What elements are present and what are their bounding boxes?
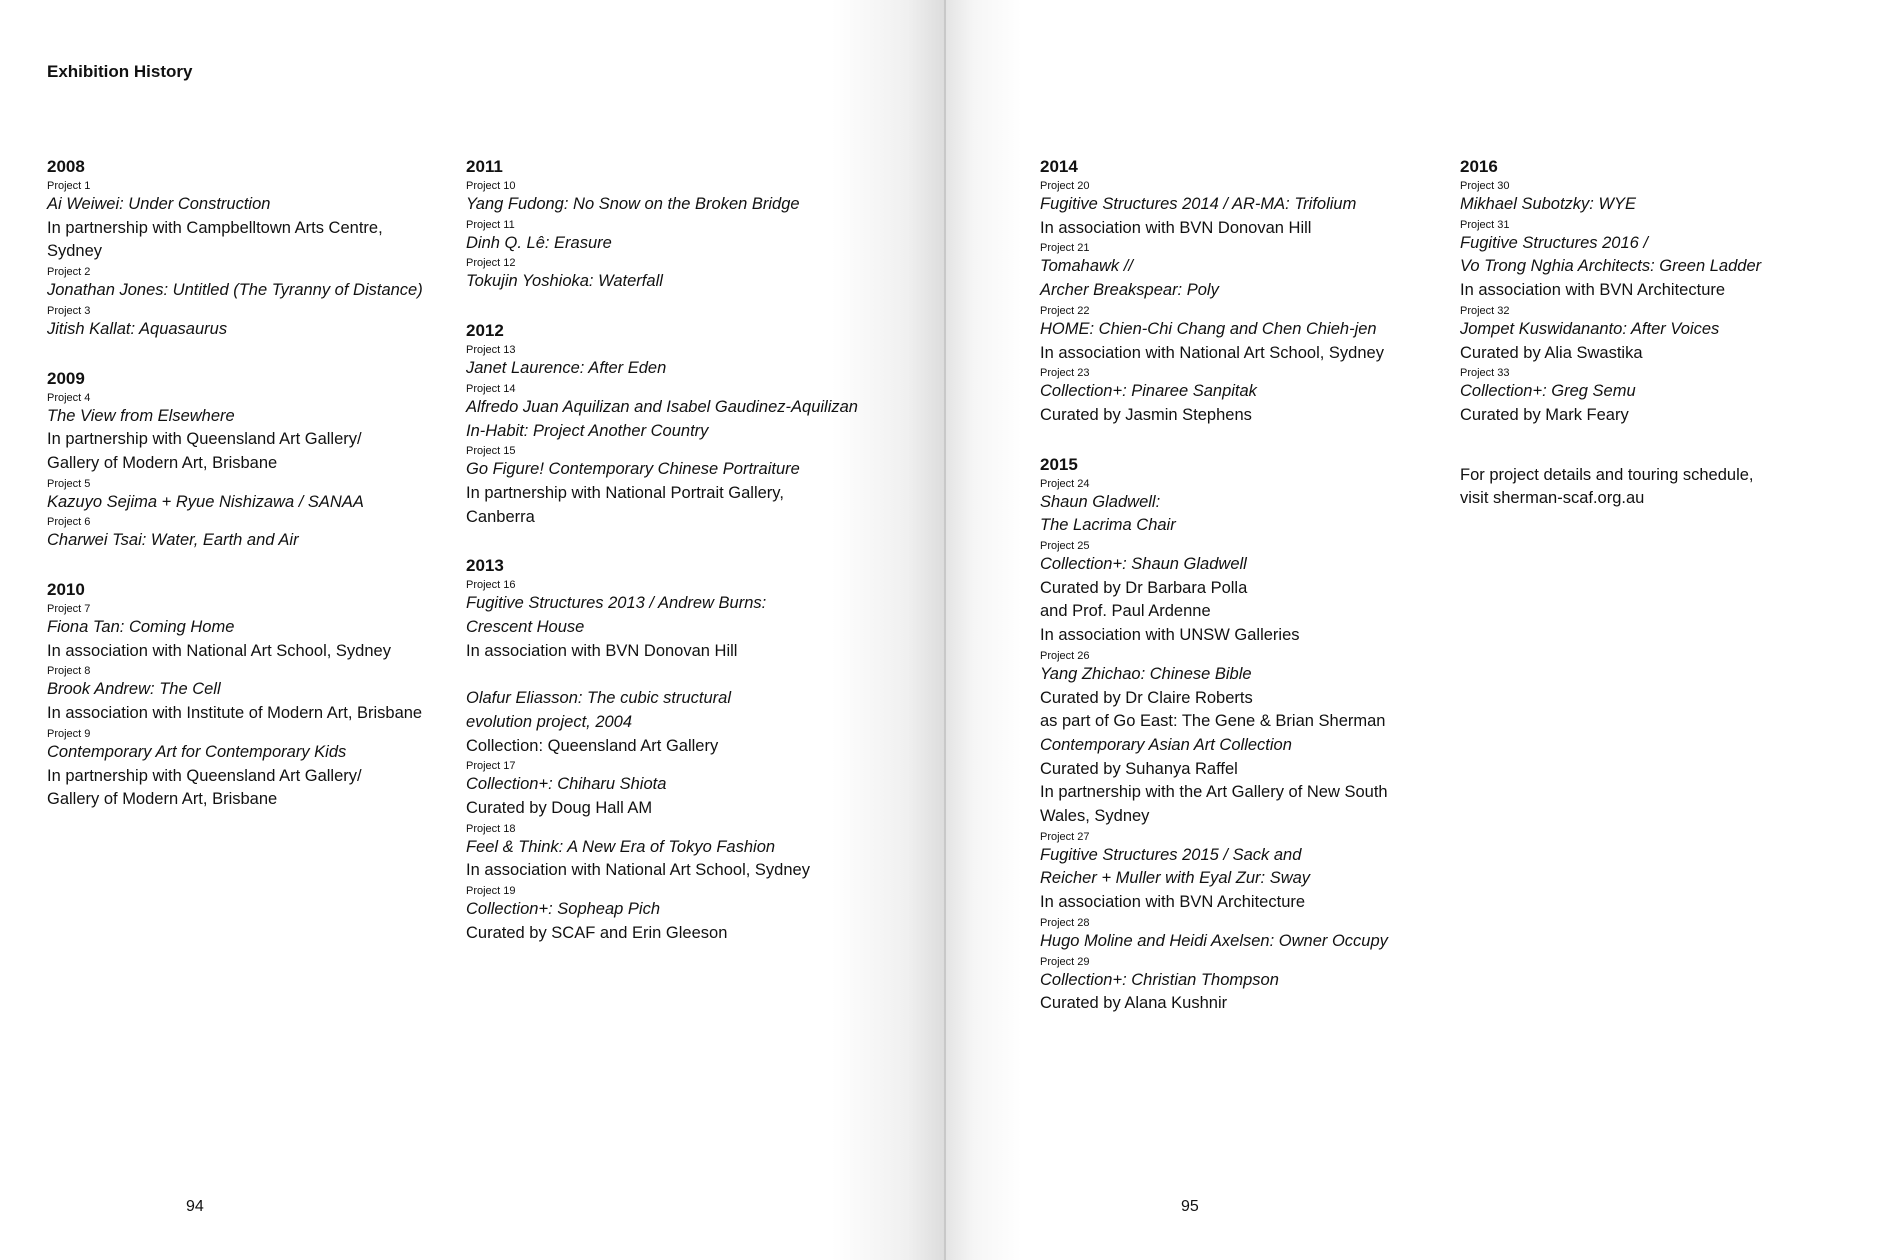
exhibition-detail: In association with BVN Architecture [1460,281,1726,300]
exhibition-title: Hugo Moline and Heidi Axelsen: Owner Occupy [1040,931,1388,950]
project-number: Project 30 [1460,180,1510,192]
exhibition-entry [466,760,866,820]
year-section [466,320,866,529]
exhibition-title: Collection+: Shaun Gladwell [1040,555,1247,574]
exhibition-entry [1460,305,1860,365]
exhibition-title: Reicher + Muller with Eyal Zur: Sway [1040,869,1311,888]
exhibition-detail: as part of Go East: The Gene & Brian Sherman [1040,712,1386,731]
exhibition-entry [47,266,447,303]
exhibition-entry [466,663,866,758]
year-section [47,579,447,812]
exhibition-entry [1040,650,1440,829]
year-section [47,156,447,342]
exhibition-entry [1040,478,1440,538]
exhibition-entry [47,603,447,663]
exhibition-entry [466,344,866,381]
year-section [466,555,866,945]
exhibition-entry [47,180,447,264]
project-number: Project 21 [1040,242,1090,255]
exhibition-title: Tokujin Yoshioka: Waterfall [466,272,663,291]
exhibition-detail: In partnership with Queensland Art Gallery/ [47,430,362,449]
exhibition-title: Fiona Tan: Coming Home [47,618,235,637]
project-number: Project 7 [47,603,91,616]
exhibition-detail: In association with National Art School, Sydney [47,641,391,660]
exhibition-entry [1040,242,1440,302]
exhibition-detail: In association with BVN Architecture [1040,893,1306,912]
project-number: Project 6 [47,516,91,529]
exhibition-detail: In association with Institute of Modern Art, Brisbane [47,704,423,723]
exhibition-detail: Curated by Dr Claire Roberts [1040,688,1253,707]
project-number: Project 25 [1040,540,1090,553]
exhibition-detail: In association with UNSW Galleries [1040,626,1300,645]
exhibition-detail: Curated by Suhanya Raffel [1040,759,1238,778]
exhibition-title: Olafur Eliasson: The cubic structural [466,689,732,708]
exhibition-title: Fugitive Structures 2013 / Andrew Burns: [466,594,767,613]
exhibition-entry [466,445,866,529]
exhibition-title: Kazuyo Sejima + Ryue Nishizawa / SANAA [47,492,364,511]
year-heading: 2012 [466,321,504,341]
year-heading: 2015 [1040,454,1078,474]
exhibition-title: Charwei Tsai: Water, Earth and Air [47,531,299,550]
year-heading: 2016 [1460,157,1498,176]
project-number: Project 27 [1040,830,1090,843]
exhibition-detail: Wales, Sydney [1040,807,1150,826]
exhibition-title: Fugitive Structures 2016 / [1460,233,1649,252]
exhibition-title: Crescent House [466,618,585,637]
year-section [466,156,866,294]
exhibition-title: Contemporary Asian Art Collection [1040,735,1292,754]
year-section [1040,156,1440,428]
exhibition-title: Jonathan Jones: Untitled (The Tyranny of Distance) [47,281,423,300]
exhibition-title: Jitish Kallat: Aquasaurus [47,319,228,338]
page-title: Exhibition History [47,62,193,81]
exhibition-title: Collection+: Pinaree Sanpitak [1040,382,1257,401]
exhibition-title: Janet Laurence: After Eden [466,359,667,378]
year-heading: 2008 [47,157,85,176]
year-heading: 2014 [1040,157,1078,176]
project-number: Project 28 [1040,916,1090,929]
exhibition-title: Yang Zhichao: Chinese Bible [1040,664,1252,683]
project-number: Project 14 [466,382,516,395]
exhibition-title: Brook Andrew: The Cell [47,680,221,699]
exhibition-entry [1040,917,1440,954]
exhibition-entry [466,383,866,443]
entry-spacer [466,663,866,687]
exhibition-title: Ai Weiwei: Under Construction [47,195,271,213]
exhibition-title: Vo Trong Nghia Architects: Green Ladder [1460,257,1762,276]
exhibition-title: Contemporary Art for Contemporary Kids [47,742,347,761]
exhibition-title: Collection+: Christian Thompson [1040,970,1279,989]
project-number: Project 32 [1460,304,1510,317]
exhibition-entry [1040,180,1440,240]
exhibition-entry [47,392,447,476]
exhibition-title: Collection+: Greg Semu [1460,382,1636,401]
exhibition-detail: In partnership with the Art Gallery of New South [1040,783,1388,802]
project-number: Project 15 [466,445,516,458]
exhibition-detail: and Prof. Paul Ardenne [1040,602,1211,621]
project-number: Project 26 [1040,649,1090,662]
column-1 [47,156,447,838]
exhibition-entry [47,665,447,725]
exhibition-detail: In partnership with Campbelltown Arts Centre, [47,218,383,237]
page-number-left: 94 [186,1198,204,1215]
book-spine [944,0,946,1260]
exhibition-entry [1460,367,1860,427]
project-number: Project 1 [47,180,91,192]
exhibition-detail: Canberra [466,507,535,526]
year-heading: 2010 [47,580,85,600]
exhibition-title: Collection+: Sopheap Pich [466,900,661,919]
exhibition-detail: Gallery of Modern Art, Brisbane [47,790,278,809]
project-number: Project 31 [1460,218,1510,231]
project-number: Project 17 [466,760,516,773]
project-number: Project 8 [47,665,91,678]
exhibition-entry [1040,956,1440,1016]
exhibition-title: Fugitive Structures 2014 / AR-MA: Trifolium [1040,195,1357,213]
exhibition-entry [47,305,447,342]
exhibition-title: Go Figure! Contemporary Chinese Portraiture [466,460,800,479]
column-2 [466,156,866,971]
column-4 [1460,156,1860,511]
exhibition-title: Dinh Q. Lê: Erasure [466,233,612,252]
project-number: Project 23 [1040,367,1090,380]
exhibition-title: Jompet Kuswidananto: After Voices [1460,319,1720,338]
project-number: Project 16 [466,579,516,592]
year-heading: 2013 [466,556,504,576]
exhibition-detail: Sydney [47,242,103,261]
exhibition-detail: In association with National Art School, Sydney [466,861,810,880]
exhibition-detail: Curated by Alana Kushnir [1040,994,1228,1013]
exhibition-entry [1040,540,1440,648]
exhibition-detail: Curated by Mark Feary [1460,405,1629,424]
exhibition-title: evolution project, 2004 [466,712,633,731]
column-3 [1040,156,1440,1042]
exhibition-detail: In association with BVN Donovan Hill [466,641,738,660]
exhibition-title: The View from Elsewhere [47,406,235,425]
exhibition-detail: Curated by Doug Hall AM [466,798,653,817]
exhibition-entry [1040,305,1440,365]
exhibition-detail: Curated by SCAF and Erin Gleeson [466,923,728,942]
exhibition-detail: In partnership with National Portrait Gallery, [466,483,784,502]
exhibition-entry [47,478,447,515]
exhibition-title: Alfredo Juan Aquilizan and Isabel Gaudinez-Aquilizan [466,397,858,416]
exhibition-title: Fugitive Structures 2015 / Sack and [1040,845,1302,864]
exhibition-entry [1040,367,1440,427]
exhibition-entry [1040,831,1440,915]
exhibition-detail: Gallery of Modern Art, Brisbane [47,453,278,472]
project-number: Project 20 [1040,180,1090,192]
exhibition-title: Collection+: Chiharu Shiota [466,775,667,794]
project-number: Project 13 [466,344,516,357]
exhibition-detail: In association with BVN Donovan Hill [1040,218,1312,237]
project-number: Project 22 [1040,304,1090,317]
project-number: Project 5 [47,477,91,490]
exhibition-entry [466,579,866,663]
project-number: Project 4 [47,391,91,404]
exhibition-entry [466,257,866,294]
exhibition-title: HOME: Chien-Chi Chang and Chen Chieh-jen [1040,319,1377,338]
exhibition-detail: Collection: Queensland Art Gallery [466,736,719,755]
project-number: Project 29 [1040,955,1090,968]
year-heading: 2011 [466,157,503,176]
project-number: Project 11 [466,218,515,231]
exhibition-entry [47,728,447,812]
year-section [1040,454,1440,1016]
project-number: Project 33 [1460,367,1510,380]
project-number: Project 12 [466,257,516,270]
project-number: Project 9 [47,727,91,740]
exhibition-detail: Curated by Jasmin Stephens [1040,405,1252,424]
exhibition-detail: In association with National Art School, Sydney [1040,343,1384,362]
exhibition-entry [466,219,866,256]
year-section [1460,156,1860,428]
exhibition-title: Archer Breakspear: Poly [1040,281,1219,300]
exhibition-entry [466,885,866,945]
year-heading: 2009 [47,368,85,388]
exhibition-entry [466,823,866,883]
exhibition-title: Shaun Gladwell: [1040,492,1161,511]
exhibition-title: In-Habit: Project Another Country [466,421,709,440]
year-section [47,368,447,554]
exhibition-title: Mikhael Subotzky: WYE [1460,195,1637,213]
footer-note-line: For project details and touring schedule, [1460,465,1754,484]
exhibition-title: Yang Fudong: No Snow on the Broken Bridge [466,195,800,213]
exhibition-title: Feel & Think: A New Era of Tokyo Fashion [466,837,776,856]
project-number: Project 3 [47,304,91,317]
footer-note-line: visit sherman-scaf.org.au [1460,489,1645,508]
exhibition-entry [1460,180,1860,217]
exhibition-title: The Lacrima Chair [1040,516,1176,535]
project-number: Project 19 [466,885,516,898]
exhibition-detail: Curated by Dr Barbara Polla [1040,578,1248,597]
exhibition-entry [47,516,447,553]
exhibition-entry [1460,219,1860,303]
footer-note [1460,464,1860,511]
project-number: Project 24 [1040,477,1090,490]
project-number: Project 2 [47,266,91,279]
page-number-right: 95 [1181,1198,1199,1215]
exhibition-entry [466,180,866,217]
exhibition-detail: In partnership with Queensland Art Gallery/ [47,766,362,785]
exhibition-title: Tomahawk // [1040,257,1133,276]
project-number: Project 18 [466,822,516,835]
exhibition-detail: Curated by Alia Swastika [1460,343,1643,362]
project-number: Project 10 [466,180,516,192]
